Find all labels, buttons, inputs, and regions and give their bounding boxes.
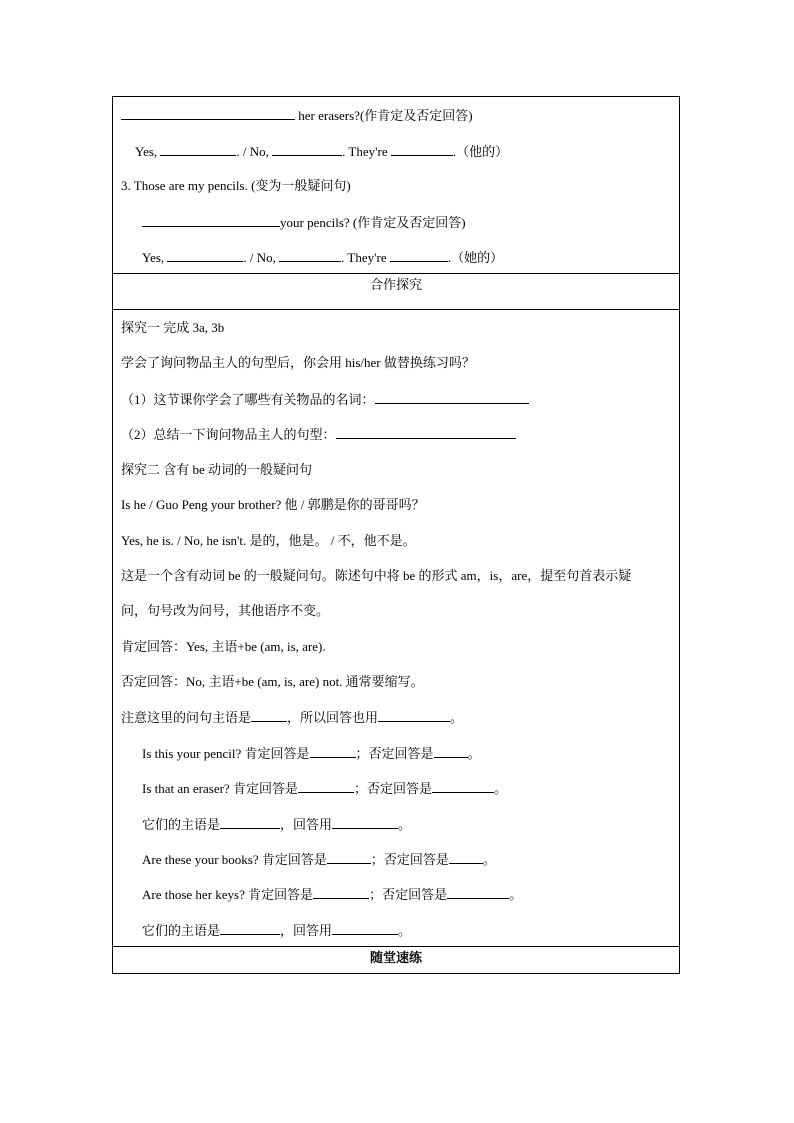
example-answer: Yes, he is. / No, he isn't. 是的，他是。 / 不，他不是。	[121, 533, 416, 548]
section-header-in-class-practice: 随堂速练	[369, 950, 422, 965]
practice-those-keys: Are those her keys? 肯定回答是 ；否定回答是 。	[142, 887, 523, 902]
answer-blank[interactable]	[310, 745, 356, 758]
answer-blank[interactable]	[375, 391, 529, 404]
explanation-line-1: 这是一个含有动词 be 的一般疑问句。陈述句中将 be 的形式 am，is，are，提至句首表示疑	[121, 568, 632, 583]
answer-blank[interactable]	[447, 886, 509, 899]
note-subject-line: 注意这里的问句主语是 ，所以回答也用 。	[121, 710, 464, 725]
practice-this-pencil: Is this your pencil? 肯定回答是 ；否定回答是 。	[142, 746, 481, 761]
explore-2-title: 探究二 含有 be 动词的一般疑问句	[121, 462, 313, 477]
answer-blank[interactable]	[390, 249, 448, 262]
answer-blank[interactable]	[434, 745, 468, 758]
exercise-line-2-question: her erasers?(作肯定及否定回答)	[121, 107, 473, 124]
row-divider	[113, 309, 679, 310]
answer-blank[interactable]	[272, 143, 342, 156]
exercise-line-3-answers: Yes, . / No, . They're .（她的）	[142, 250, 504, 265]
answer-blank[interactable]	[327, 851, 371, 864]
practice-subject-1: 它们的主语是 ，回答用 。	[142, 817, 412, 832]
exercise-line-2-answers: Yes, . / No, . They're .（他的）	[135, 144, 509, 159]
answer-blank[interactable]	[220, 816, 280, 829]
section-header-cooperative-exploration: 合作探究	[369, 277, 422, 292]
answer-blank[interactable]	[432, 780, 494, 793]
answer-blank[interactable]	[251, 709, 287, 722]
answer-blank[interactable]	[160, 143, 236, 156]
negative-answer-rule: 否定回答：No, 主语+be (am, is, are) not. 通常要缩写。	[121, 674, 424, 689]
exercise-line-3-question: your pencils? (作肯定及否定回答)	[142, 214, 466, 231]
answer-blank[interactable]	[391, 143, 453, 156]
answer-blank[interactable]	[279, 249, 341, 262]
explore-1-intro: 学会了询问物品主人的句型后，你会用 his/her 做替换练习吗？	[121, 355, 475, 370]
answer-blank[interactable]	[336, 426, 516, 439]
question-1: （1）这节课你学会了哪些有关物品的名词：	[121, 391, 529, 408]
row-divider	[113, 946, 679, 947]
practice-these-books: Are these your books? 肯定回答是 ；否定回答是 。	[142, 852, 496, 867]
answer-blank[interactable]	[313, 886, 369, 899]
answer-blank[interactable]	[121, 107, 295, 120]
answer-blank[interactable]	[378, 709, 450, 722]
example-question: Is he / Guo Peng your brother? 他 / 郭鹏是你的哥哥吗？	[121, 497, 425, 512]
practice-subject-2: 它们的主语是 ，回答用 。	[142, 923, 412, 938]
answer-blank[interactable]	[449, 851, 483, 864]
positive-answer-rule: 肯定回答：Yes, 主语+be (am, is, are).	[121, 639, 326, 654]
worksheet-table	[112, 96, 680, 974]
row-divider	[113, 273, 679, 274]
answer-blank[interactable]	[167, 249, 243, 262]
explore-1-title: 探究一 完成 3a, 3b	[121, 320, 225, 335]
explanation-line-2: 问，句号改为问号，其他语序不变。	[121, 603, 330, 618]
answer-blank[interactable]	[142, 214, 280, 227]
question-2: （2）总结一下询问物品主人的句型：	[121, 426, 516, 443]
answer-blank[interactable]	[298, 780, 354, 793]
answer-blank[interactable]	[220, 922, 280, 935]
answer-blank[interactable]	[332, 816, 398, 829]
answer-blank[interactable]	[332, 922, 398, 935]
practice-that-eraser: Is that an eraser? 肯定回答是 ；否定回答是 。	[142, 781, 507, 796]
exercise-3-prompt: 3. Those are my pencils. (变为一般疑问句)	[121, 178, 351, 193]
